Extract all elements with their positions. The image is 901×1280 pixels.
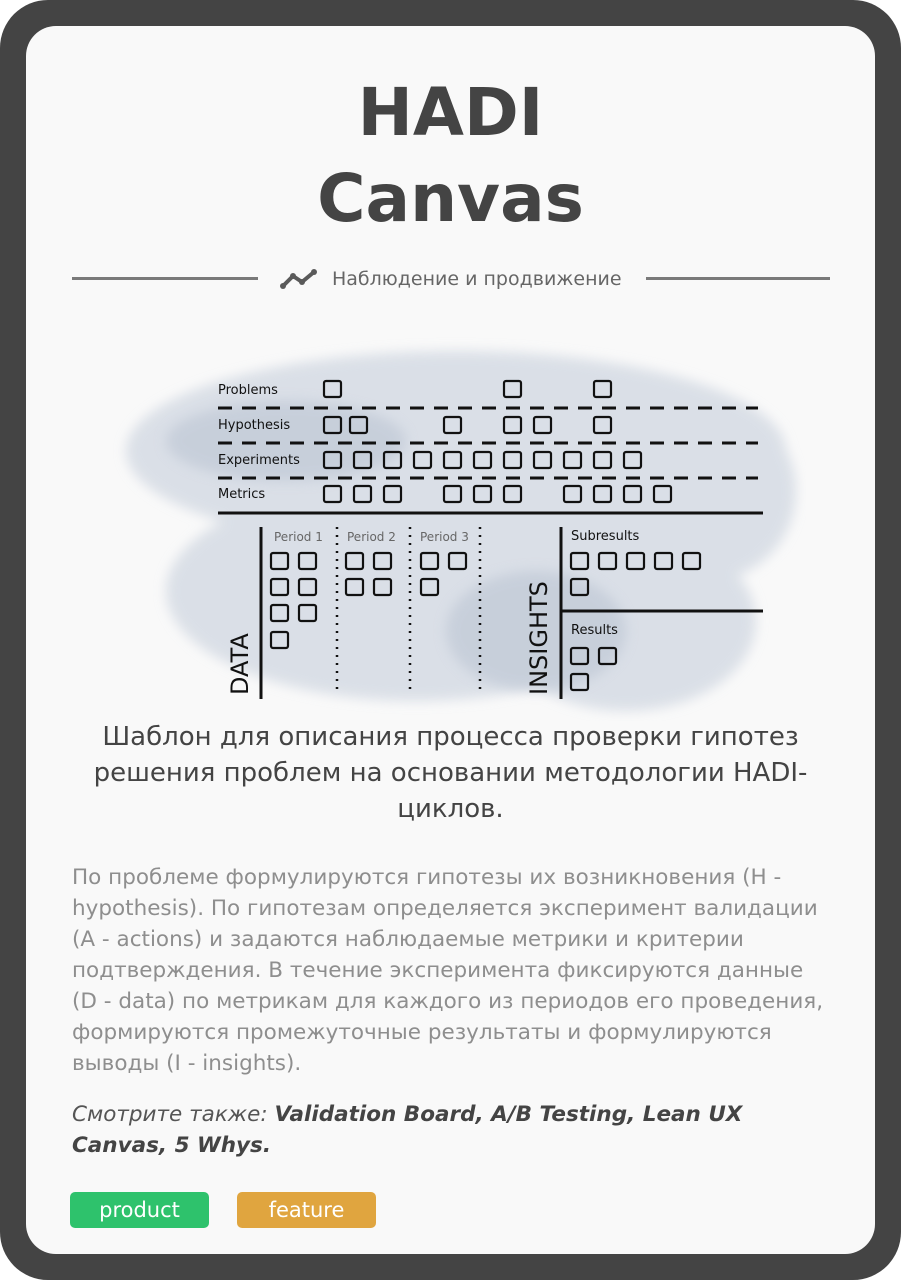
see-also-links[interactable]: Validation Board, A/B Testing, Lean UX Canvas, 5 Whys. bbox=[72, 1102, 743, 1158]
results-label: Results bbox=[571, 623, 618, 638]
row-label-experiments: Experiments bbox=[218, 453, 300, 468]
tag-product[interactable]: product bbox=[70, 1192, 209, 1228]
period-label-2: Period 2 bbox=[347, 530, 396, 544]
insights-axis-label: INSIGHTS bbox=[525, 581, 553, 695]
hadi-canvas-illustration bbox=[106, 321, 806, 721]
divider-right bbox=[646, 277, 830, 280]
subtitle: Шаблон для описания процесса проверки гипотез решения проблем на основании методологии HADI-циклов. bbox=[93, 722, 808, 824]
title-line-2: Canvas bbox=[317, 160, 584, 237]
title-line-1: HADI bbox=[357, 74, 544, 151]
subresults-label: Subresults bbox=[571, 529, 640, 544]
tag-feature[interactable]: feature bbox=[237, 1192, 376, 1228]
row-label-problems: Problems bbox=[218, 383, 278, 398]
divider-left bbox=[72, 277, 258, 280]
category-label: Наблюдение и продвижение bbox=[332, 268, 622, 290]
data-axis-label: DATA bbox=[226, 633, 254, 695]
category bbox=[280, 264, 622, 294]
card bbox=[26, 26, 875, 1254]
row-label-metrics: Metrics bbox=[218, 487, 266, 502]
trend-line-icon bbox=[280, 268, 318, 290]
period-label-3: Period 3 bbox=[420, 530, 469, 544]
row-label-hypothesis: Hypothesis bbox=[218, 418, 291, 433]
see-also-prefix: Смотрите также: bbox=[72, 1102, 275, 1127]
period-label-1: Period 1 bbox=[274, 530, 323, 544]
description: По проблеме формулируются гипотезы их возникновения (H - hypothesis). По гипотезам определяется эксперимент валидации (A - actions) и задаются наблюдаемые метрики и критерии подтверждения. В течение эксперимента фиксируются данные (D - data) по метрикам для каждого из периодов его проведения, формируются промежуточные результаты и формулируются выводы (I - insights). bbox=[72, 865, 824, 1076]
see-also bbox=[72, 1099, 832, 1161]
